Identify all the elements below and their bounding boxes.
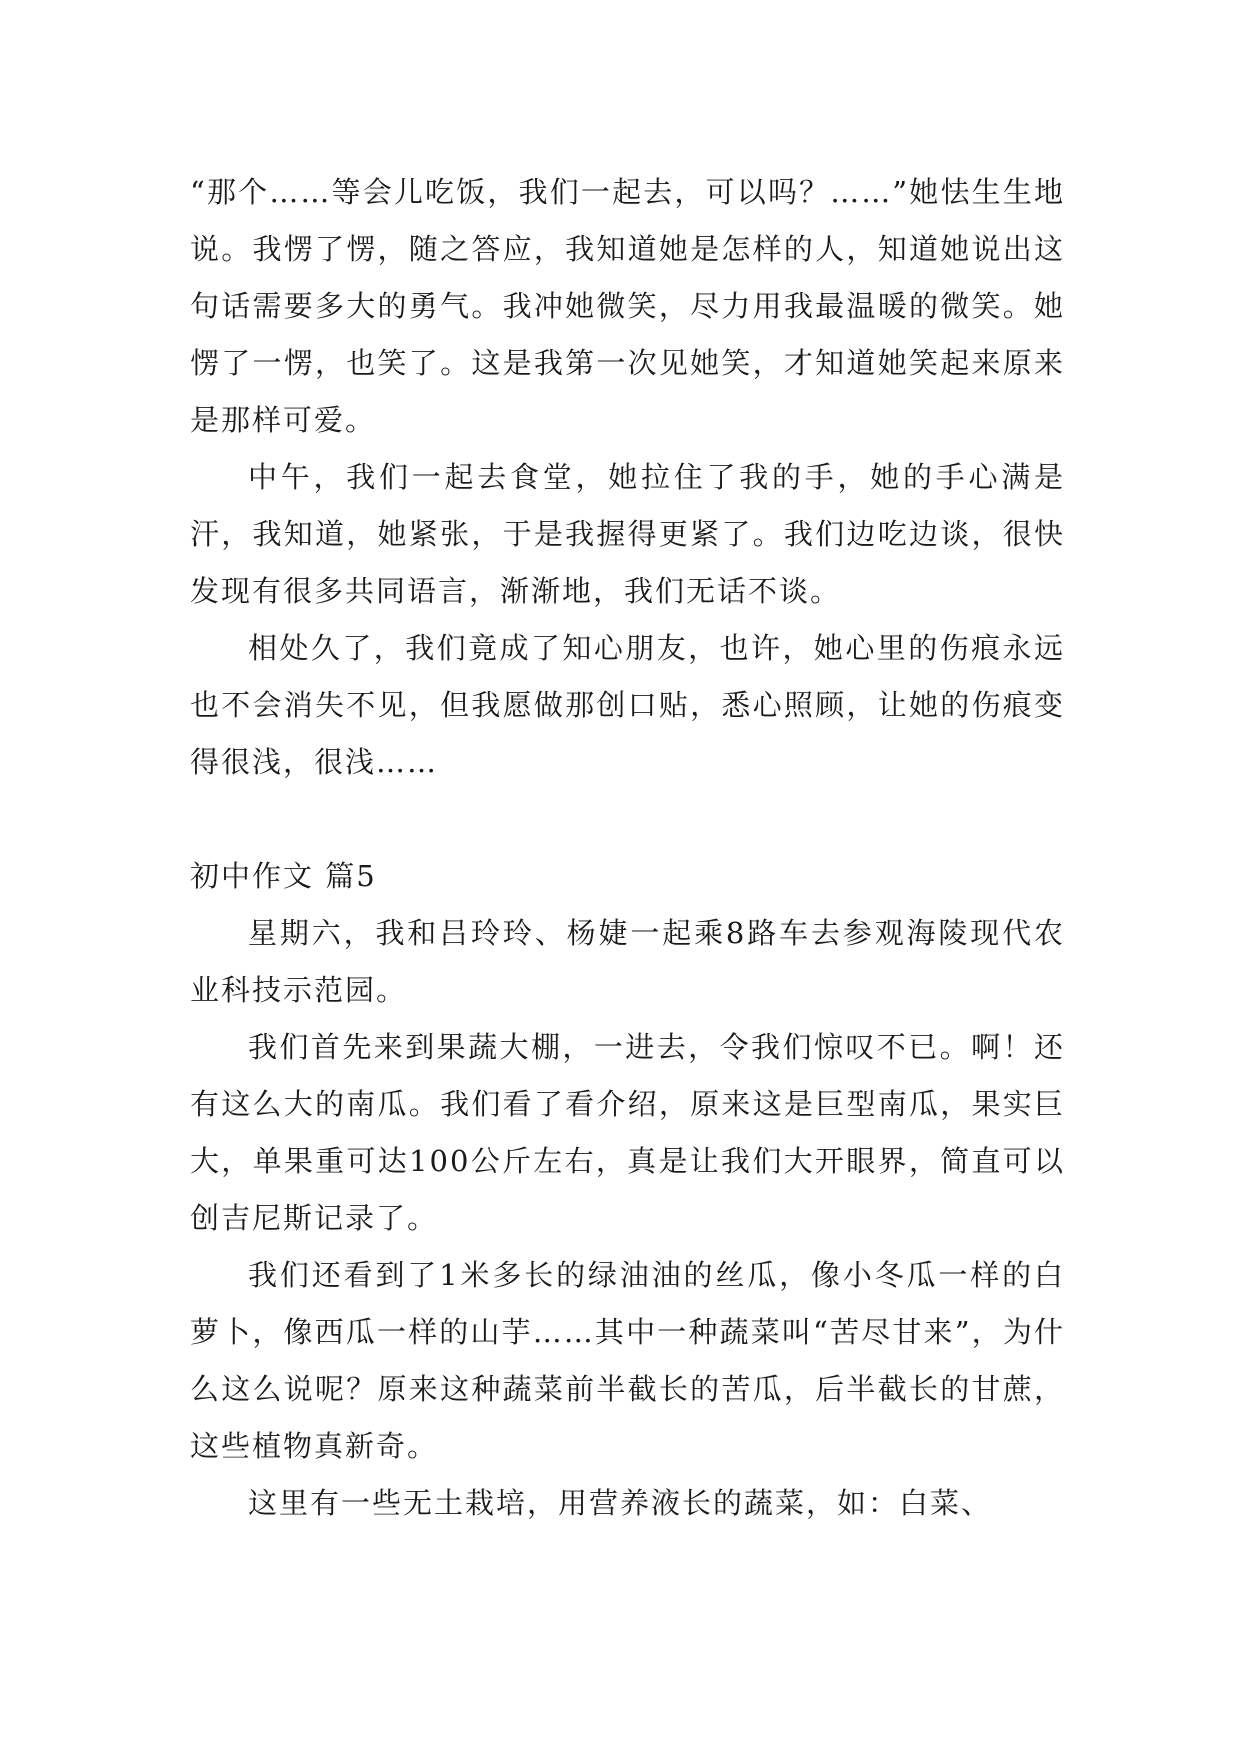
section-heading: 初中作文 篇5 — [190, 859, 377, 893]
paragraph: 中午，我们一起去食堂，她拉住了我的手，她的手心满是汗，我知道，她紧张，于是我握得更紧了。我们边吃边谈，很快发现有很多共同语言，渐渐地，我们无话不谈。 — [190, 460, 1065, 608]
paragraph-truncated: 这里有一些无土栽培，用营养液长的蔬菜，如：白菜、 — [248, 1486, 993, 1520]
paragraph: 我们首先来到果蔬大棚，一进去，令我们惊叹不已。啊！还有这么大的南瓜。我们看了看介绍，原来这是巨型南瓜，果实巨大，单果重可达100公斤左右，真是让我们大开眼界，简直可以创吉尼斯记录了。 — [190, 1030, 1065, 1235]
paragraph-continued: “那个……等会儿吃饭，我们一起去，可以吗？……”她怯生生地说。我愣了愣，随之答应，我知道她是怎样的人，知道她说出这句话需要多大的勇气。我冲她微笑，尽力用我最温暖的微笑。她愣了一愣，也笑了。这是我第一次见她笑，才知道她笑起来原来是那样可爱。 — [190, 175, 1065, 437]
paragraph: 星期六，我和吕玲玲、杨婕一起乘8路车去参观海陵现代农业科技示范园。 — [190, 916, 1065, 1007]
paragraph: 相处久了，我们竟成了知心朋友，也许，她心里的伤痕永远也不会消失不见，但我愿做那创口贴，悉心照顾，让她的伤痕变得很浅，很浅…… — [190, 631, 1065, 779]
paragraph: 我们还看到了1米多长的绿油油的丝瓜，像小冬瓜一样的白萝卜，像西瓜一样的山芋……其中一种蔬菜叫“苦尽甘来”，为什么这么说呢？原来这种蔬菜前半截长的苦瓜，后半截长的甘蔗，这些植物真新奇。 — [190, 1258, 1065, 1463]
document-body — [190, 164, 1065, 1532]
